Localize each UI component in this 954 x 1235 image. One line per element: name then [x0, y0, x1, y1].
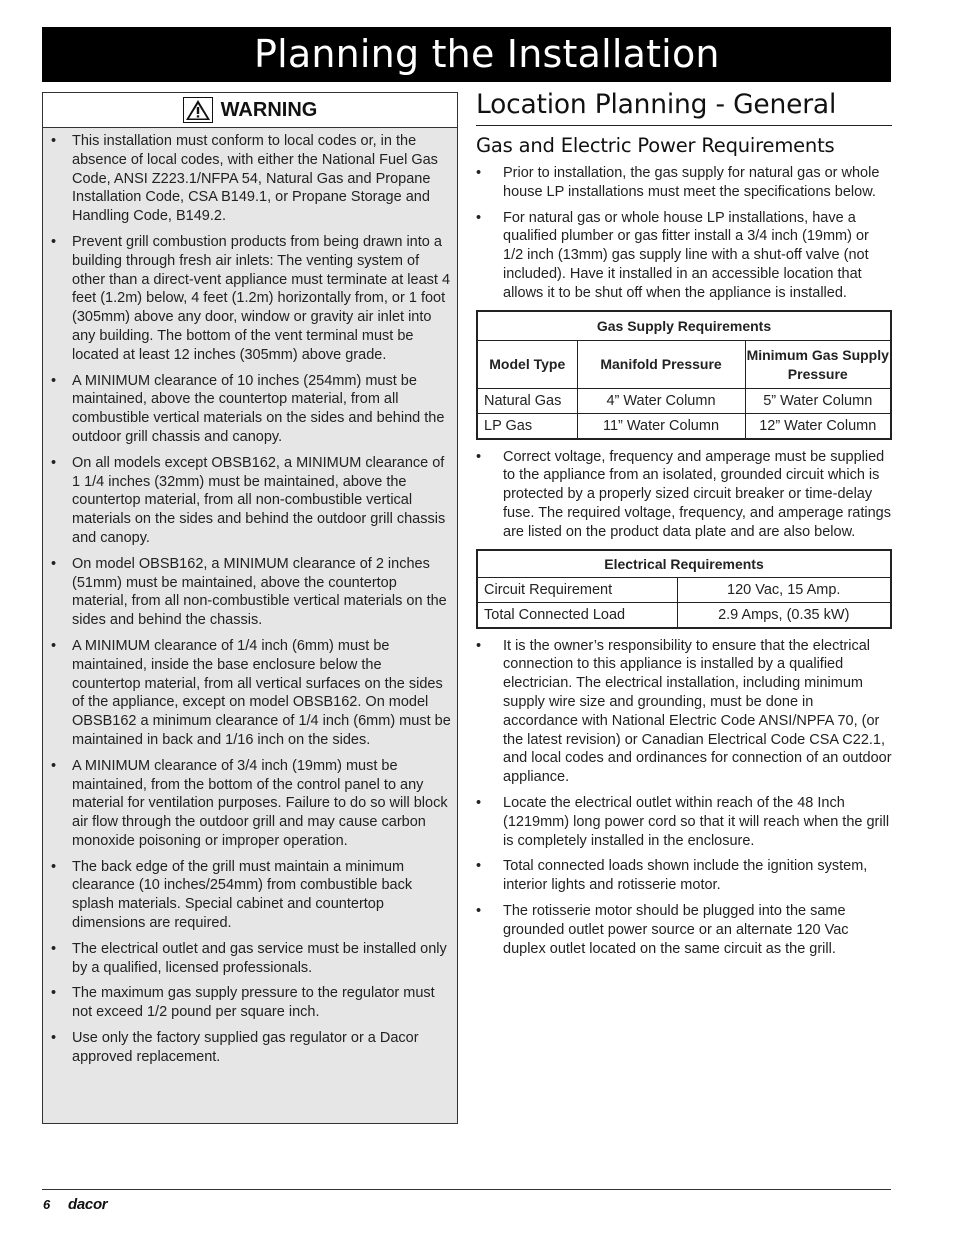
electrical-supply-list	[476, 448, 892, 542]
warning-header	[43, 93, 457, 128]
list-item: • It is the owner’s responsibility to ensure that the electrical connection to this appliance is installed by a qualified electrician. The electrical installation, including minimum supply wire size and grounding, must be done in accordance with National Electric Code ANSI/NPFA 70, (or the latest revision) or Canadian Electrical Code CSA C22.1, and local codes and ordinances for connection of an outdoor appliance.	[476, 637, 892, 787]
column-header: Model Type	[477, 341, 577, 389]
list-item: • A MINIMUM clearance of 3/4 inch (19mm) must be maintained, from the bottom of the control panel to any material for ventilation purposes. Failure to do so will block air flow through the outdoor grill and may cause carbon monoxide poisoning or improper operation.	[51, 757, 451, 851]
location-planning-section	[476, 88, 892, 965]
list-item: • The electrical outlet and gas service must be installed only by a qualified, licensed professionals.	[51, 940, 451, 978]
footer-divider	[42, 1189, 891, 1190]
list-item: • This installation must conform to local codes or, in the absence of local codes, with either the National Fuel Gas Code, ANSI Z223.1/NFPA 54, Natural Gas and Propane Installation Code, CSA B149.1, or Propane Storage and Handling Code, B149.2.	[51, 132, 451, 226]
table-row	[477, 578, 891, 603]
electrical-notes-list	[476, 637, 892, 959]
column-header: Minimum Gas Supply Pressure	[745, 341, 891, 389]
list-item: • On all models except OBSB162, a MINIMUM clearance of 1 1/4 inches (32mm) must be maintained, above the countertop material, from all non-combustible vertical materials on the sides and behind the outdoor grill chassis and canopy.	[51, 454, 451, 548]
gas-supply-table	[476, 310, 892, 440]
table-row	[477, 389, 891, 414]
warning-box	[42, 92, 458, 1124]
list-item: • For natural gas or whole house LP installations, have a qualified plumber or gas fitter install a 3/4 inch (19mm) or 1/2 inch (13mm) gas supply line with a shut-off valve (not included). Have it installed in an accessible location that allows it to be shut off when the appliance is installed.	[476, 209, 892, 303]
table-row	[477, 414, 891, 439]
list-item: • Locate the electrical outlet within reach of the 48 Inch (1219mm) long power cord so that it will reach when the grill is completely installed in the enclosure.	[476, 794, 892, 850]
table-cell: Natural Gas	[477, 389, 577, 414]
table-cell: 4” Water Column	[577, 389, 745, 414]
list-item: • On model OBSB162, a MINIMUM clearance of 2 inches (51mm) must be maintained, above the countertop material, from all non-combustible vertical materials on the sides and behind the chassis.	[51, 555, 451, 630]
list-item: • Correct voltage, frequency and amperage must be supplied to the appliance from an isolated, grounded circuit which is protected by a properly sized circuit breaker or time-delay fuse. The required voltage, frequency, and amperage ratings are listed on the product data plate and are also below.	[476, 448, 892, 542]
column-header: Manifold Pressure	[577, 341, 745, 389]
list-item: • Total connected loads shown include the ignition system, interior lights and rotisserie motor.	[476, 857, 892, 895]
gas-requirements-list	[476, 164, 892, 303]
list-item: • Prevent grill combustion products from being drawn into a building through fresh air inlets: The venting system of other than a direct-vent appliance must terminate at least 4 feet (1.2m) below, 4 feet (1.2m) horizontally from, or 1 foot (305mm) above any door, window or gravity air inlet into any building. The bottom of the vent terminal must be located at least 12 inches (305mm) above grade.	[51, 233, 451, 365]
table-cell: Total Connected Load	[477, 603, 677, 628]
warning-triangle-icon	[183, 97, 213, 123]
table-cell: 2.9 Amps, (0.35 kW)	[677, 603, 891, 628]
page-title: Planning the Installation	[42, 27, 891, 82]
electrical-requirements-table	[476, 549, 892, 629]
table-cell: 5” Water Column	[745, 389, 891, 414]
list-item: • Prior to installation, the gas supply for natural gas or whole house LP installations must meet the specifications below.	[476, 164, 892, 202]
list-item: • Use only the factory supplied gas regulator or a Dacor approved replacement.	[51, 1029, 451, 1067]
table-caption: Electrical Requirements	[477, 550, 891, 578]
table-row	[477, 603, 891, 628]
list-item: • A MINIMUM clearance of 10 inches (254mm) must be maintained, above the countertop material, from all combustible vertical materials on the sides and behind the outdoor grill chassis and canopy.	[51, 372, 451, 447]
table-caption: Gas Supply Requirements	[477, 311, 891, 341]
table-cell: LP Gas	[477, 414, 577, 439]
table-cell: Circuit Requirement	[477, 578, 677, 603]
list-item: • The rotisserie motor should be plugged into the same grounded outlet power source or an alternate 120 Vac duplex outlet located on the same circuit as the grill.	[476, 902, 892, 958]
page-number: 6	[43, 1197, 51, 1212]
section-heading: Location Planning - General	[476, 88, 892, 126]
list-item: • The back edge of the grill must maintain a minimum clearance (10 inches/254mm) from combustible back splash materials. Special cabinet and countertop dimensions are required.	[51, 858, 451, 933]
table-cell: 12” Water Column	[745, 414, 891, 439]
table-cell: 120 Vac, 15 Amp.	[677, 578, 891, 603]
table-cell: 11” Water Column	[577, 414, 745, 439]
warning-list	[43, 128, 457, 1067]
list-item: • A MINIMUM clearance of 1/4 inch (6mm) must be maintained, inside the base enclosure below the countertop material, from all vertical surfaces on the sides of the appliance, except on model OBSB162. On model OBSB162 a minimum clearance of 1/4 inch (6mm) must be maintained in back and 1/16 inch on the sides.	[51, 637, 451, 750]
brand-logo: dacor	[68, 1196, 108, 1213]
section-subheading: Gas and Electric Power Requirements	[476, 134, 835, 157]
list-item: • The maximum gas supply pressure to the regulator must not exceed 1/2 pound per square inch.	[51, 984, 451, 1022]
warning-label: WARNING	[220, 98, 318, 121]
